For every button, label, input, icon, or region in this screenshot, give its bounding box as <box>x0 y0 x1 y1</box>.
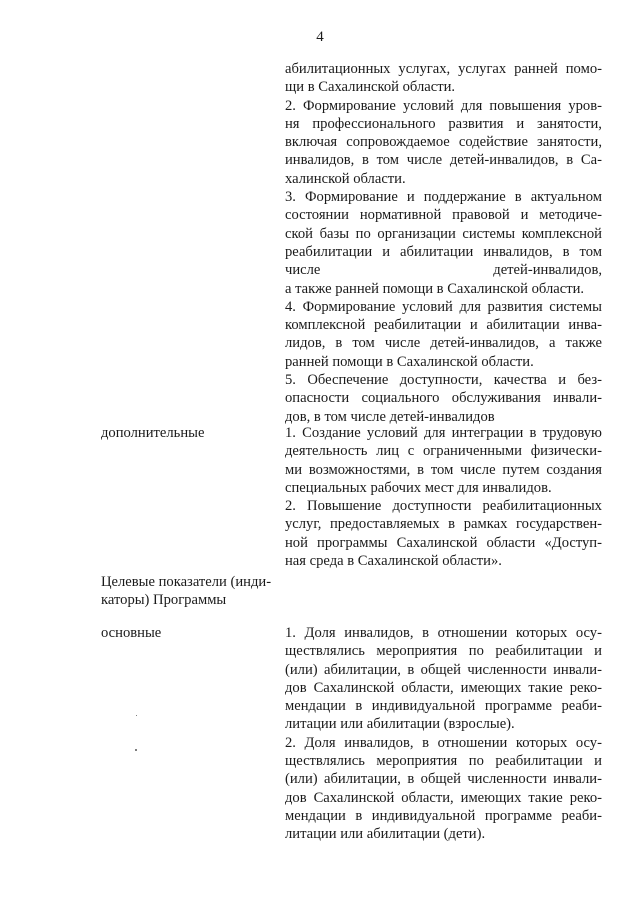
text-line: ществлялись мероприятия по реабилитации и <box>285 753 602 770</box>
text-line: 5. Обеспечение доступности, качества и без- <box>285 372 602 389</box>
text-line: услуг, предоставляемых в рамках государствен- <box>285 516 602 533</box>
text-line: числе детей-инвалидов, <box>285 262 602 279</box>
objectives-continued <box>285 60 602 426</box>
text-line: 2. Доля инвалидов, в отношении которых осу- <box>285 734 602 751</box>
text-line: (или) абилитации, в общей численности инвали- <box>285 661 602 678</box>
text-line: комплексной реабилитации и абилитации инва- <box>285 317 602 334</box>
scan-speck <box>136 715 137 716</box>
text-line: включая сопровождаемое содействие занятости, <box>285 134 602 151</box>
main-indicators <box>285 624 602 844</box>
text-line: дов Сахалинской области, имеющих такие реко- <box>285 789 602 806</box>
text-line: лидов, в том числе детей-инвалидов, а также <box>285 335 602 352</box>
text-line: литации или абилитации (дети). <box>285 826 486 843</box>
text-line: мендации в индивидуальной программе реаби- <box>285 807 602 824</box>
text-line: халинской области. <box>285 170 406 187</box>
text-line: ранней помощи в Сахалинской области. <box>285 353 534 370</box>
text-line: 3. Формирование и поддержание в актуальном <box>285 189 602 206</box>
text-line: 4. Формирование условий для развития системы <box>285 298 602 315</box>
text-line: деятельность лиц с ограниченными физически- <box>285 443 602 460</box>
text-line: ской базы по организации системы комплексной <box>285 225 602 242</box>
text-line: реабилитации и абилитации инвалидов, в том <box>285 243 602 260</box>
indicators-heading-line: Целевые показатели (инди- <box>101 574 272 590</box>
scan-speck <box>135 749 137 751</box>
text-line: мендации в индивидуальной программе реаби- <box>285 698 602 715</box>
text-line: 1. Создание условий для интеграции в трудовую <box>285 425 602 441</box>
text-line: дов, в том числе детей-инвалидов <box>285 408 495 425</box>
additional-objectives <box>285 424 602 570</box>
text-line: ми возможностями, в том числе путем создания <box>285 461 602 478</box>
text-line: абилитационных услугах, услугах ранней помо- <box>285 61 602 77</box>
text-line: ществлялись мероприятия по реабилитации и <box>285 643 602 660</box>
text-line: 2. Повышение доступности реабилитационных <box>285 498 602 515</box>
page-number: 4 <box>316 29 324 45</box>
text-line: опасности социального обслуживания инвали- <box>285 390 602 407</box>
text-line: (или) абилитации, в общей численности инвали- <box>285 771 602 788</box>
text-line: дов Сахалинской области, имеющих такие реко- <box>285 679 602 696</box>
indicators-heading-line: каторы) Программы <box>101 592 227 609</box>
text-line: а также ранней помощи в Сахалинской области. <box>285 280 585 297</box>
text-line: ная среда в Сахалинской области». <box>285 553 502 570</box>
text-line: ня профессионального развития и занятости, <box>285 115 602 132</box>
text-line: специальных рабочих мест для инвалидов. <box>285 479 552 496</box>
main-indicators-label: основные <box>101 625 162 641</box>
text-line: состоянии нормативной правовой и методиче- <box>285 207 602 224</box>
text-line: инвалидов, в том числе детей-инвалидов, в Са- <box>285 152 602 169</box>
text-line: щи в Сахалинской области. <box>285 79 456 96</box>
text-line: 2. Формирование условий для повышения уров- <box>285 97 602 114</box>
additional-label: дополнительные <box>101 425 205 441</box>
indicators-heading <box>101 573 281 610</box>
text-line: ной программы Сахалинской области «Доступ- <box>285 534 602 551</box>
text-line: 1. Доля инвалидов, в отношении которых осу- <box>285 625 602 641</box>
text-line: литации или абилитации (взрослые). <box>285 716 515 733</box>
